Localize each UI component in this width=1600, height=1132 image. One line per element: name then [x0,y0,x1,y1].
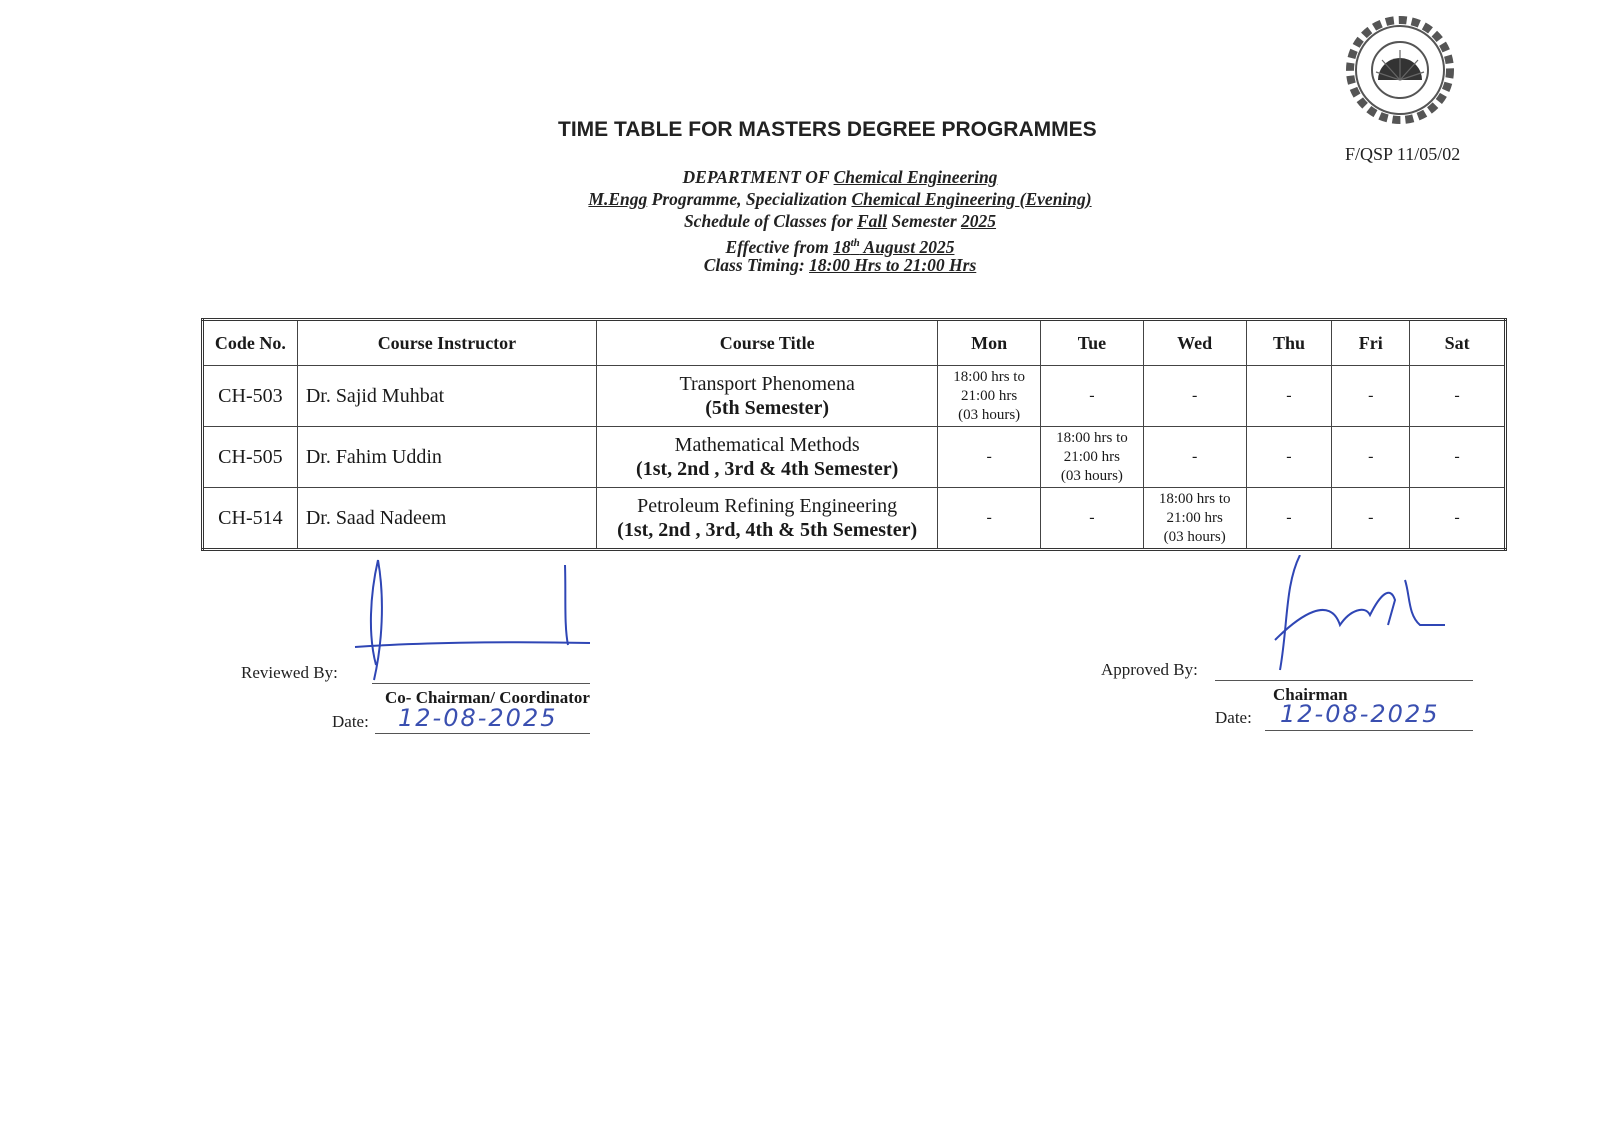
class-slot [938,366,1041,427]
empty-slot: - [1246,427,1332,488]
empty-slot: - [1246,366,1332,427]
timetable [201,318,1507,551]
course-instructor: Dr. Sajid Muhbat [297,366,596,427]
course-title-text: Mathematical Methods [674,434,860,456]
slot-text: 21:00 hrs [961,387,1018,404]
empty-slot: - [1332,366,1410,427]
reviewed-date: 12-08-2025 [398,704,558,732]
approver-signature [1270,555,1460,680]
course-title [597,366,938,427]
slot-text: 18:00 hrs to [1056,429,1128,446]
form-code: F/QSP 11/05/02 [1345,144,1461,164]
course-title-text: Petroleum Refining Engineering [637,495,898,517]
col-header: Thu [1246,320,1332,366]
course-semester: (5th Semester) [705,397,830,419]
empty-slot: - [1041,488,1144,550]
col-header: Mon [938,320,1041,366]
schedule-line: Schedule of Classes for Fall Semester 2025 [683,211,997,231]
table-header-row [203,320,1506,366]
slot-text: 21:00 hrs [1063,448,1121,465]
empty-slot: - [1410,366,1506,427]
slot-text: 21:00 hrs [1166,509,1223,526]
col-header: Course Title [597,320,938,366]
course-title-text: Transport Phenomena [679,373,855,395]
slot-text: 18:00 hrs to [953,368,1025,385]
course-instructor: Dr. Fahim Uddin [297,427,596,488]
course-title [597,427,938,488]
reviewer-signature [350,555,600,690]
col-header: Wed [1143,320,1246,366]
col-header: Course Instructor [297,320,596,366]
approved-date: 12-08-2025 [1280,700,1440,728]
department-line: DEPARTMENT OF Chemical Engineering [682,167,998,187]
course-instructor: Dr. Saad Nadeem [297,488,596,550]
effective-line: Effective from 18th August 2025 [725,236,955,257]
approved-date-line [1265,730,1473,731]
reviewer-role: Co- Chairman/ Coordinator [385,688,590,707]
course-semester: (1st, 2nd , 3rd, 4th & 5th Semester) [617,519,918,541]
reviewed-date-line [375,733,590,734]
slot-text: 18:00 hrs to [1158,490,1231,507]
reviewed-date-label: Date: [332,712,369,731]
approver-signature-line [1215,680,1473,681]
col-header: Sat [1410,320,1506,366]
empty-slot: - [1143,366,1246,427]
programme-line: M.Engg Programme, Specialization Chemical Engineering (Evening) [588,189,1092,209]
course-code: CH-514 [203,488,298,550]
empty-slot: - [1332,427,1410,488]
class-slot [1143,488,1246,550]
course-code: CH-503 [203,366,298,427]
empty-slot: - [1332,488,1410,550]
table-row [203,366,1506,427]
empty-slot: - [1041,366,1144,427]
slot-text: (03 hours) [1163,528,1226,545]
approver-role: Chairman [1273,685,1348,704]
course-code: CH-505 [203,427,298,488]
empty-slot: - [1410,427,1506,488]
class-slot [1041,427,1144,488]
empty-slot: - [938,427,1041,488]
timing-line: Class Timing: 18:00 Hrs to 21:00 Hrs [703,255,977,275]
course-semester: (1st, 2nd , 3rd & 4th Semester) [636,458,899,480]
approved-by-label: Approved By: [1101,660,1198,679]
col-header: Tue [1041,320,1144,366]
table-row [203,427,1506,488]
slot-text: (03 hours) [958,406,1021,423]
university-seal [1340,10,1460,130]
approved-date-label: Date: [1215,708,1252,727]
col-header: Fri [1332,320,1410,366]
reviewed-by-label: Reviewed By: [241,663,338,682]
col-header: Code No. [203,320,298,366]
empty-slot: - [938,488,1041,550]
empty-slot: - [1410,488,1506,550]
empty-slot: - [1143,427,1246,488]
reviewer-signature-line [372,683,590,684]
empty-slot: - [1246,488,1332,550]
course-title [597,488,938,550]
table-row [203,488,1506,550]
slot-text: (03 hours) [1060,467,1123,484]
